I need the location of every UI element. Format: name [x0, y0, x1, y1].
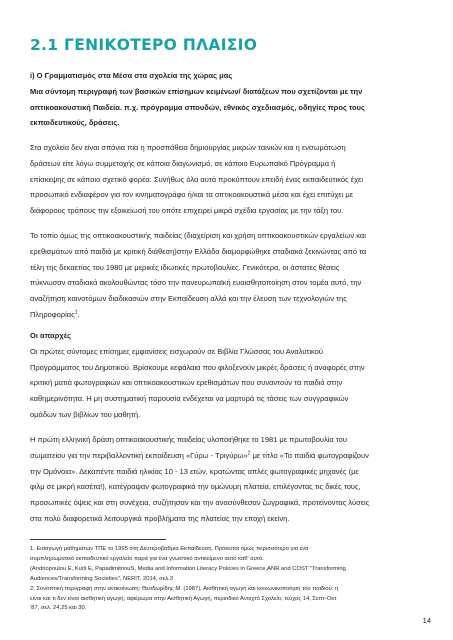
- text-line: διάφορους τρόπους την εξοικείωσή του οπότε επιχειρεί μικρά σχέδια εργασίας με την τάξη του.: [30, 206, 344, 216]
- intro-line: εκπαιδευτικούς, δράσεις.: [30, 118, 120, 128]
- text-line: προσωπικό ενδιαφέρον για τον κινηματογράφο ή/και τα οπτικοακουστικά μέσα και έχει επιτύχει με: [30, 190, 354, 200]
- text-line: Το τοπίο όμως της οπτικοακουστικής παιδείας (διαχείριση και χρήση οπτικοακουστικών εργαλείων και: [30, 231, 366, 240]
- text-line: επίσκεψης σε κάποιο σχετικό φορέα. Συνήθως όλα αυτά προκύπτουν επειδή ένας εκπαιδευτικός έχει: [30, 174, 364, 184]
- footnote-line: είναι και τι δεν είναι αισθητική αγωγή, αφιέρωμα στην Αισθητική Αγωγή, περιοδικό Ανοιχτό Σχολείο, τεύχος 14, Σεπτ-Οκτ: [30, 595, 337, 602]
- text-line: πύκνωσαν σταδιακά ακολουθώντας τόσο την πανευρωπαϊκή ευαισθητοποίηση στον τομέα αυτό, την: [30, 278, 362, 288]
- intro-block: [30, 68, 428, 131]
- intro-line: οπτικοακουστική Παιδεία. π.χ. πρόγραμμα σπουδών, εθνικός σχεδιασμός, οδηγίες προς τους: [30, 102, 365, 112]
- footnotes: [30, 545, 428, 614]
- footnote-ref-1: 1: [74, 309, 78, 316]
- footnote-line: 2. Συνοπτική περιγραφή στην ανακοίνωση: Θεοδωρίδης Μ. (1987), Αισθητική αγωγή και κοινωνικοποίηση του παιδιού: η: [30, 585, 339, 592]
- footnote-line: 1. Εισαγωγή μαθημάτων ΤΠΕ το 1995 στη Δευτεροβάθμια Εκπαίδευση. Πρόκειται όμως περισσότερο για ένα: [30, 546, 309, 552]
- text-line: φιλμ σε μικρή κασέτα!), κατέγραψαν φωτογραφικά την ομώνυμη πλατεία, επιλέγοντας τις δικές τους,: [30, 482, 361, 492]
- text-line: Οι πρώτες σύντομες επίσημες εμφανίσεις εισχωρούν σε Βιβλία Γλώσσας του Αναλυτικού: [30, 346, 323, 356]
- text-line: δράσεων είτε λόγω συμμετοχής σε κάποια διαγωνισμό, σε κάποιο Ευρωπαϊκό Πρόγραμμα ή: [30, 158, 336, 168]
- footnote-line: '87, σελ. 24,25 και 30.: [30, 605, 87, 612]
- text-line: Προγράμματος του Δημοτικού. Βρίσκουμε κεφάλαια που φιλοξενούν μικρές δράσεις ή αναφορές στην: [30, 362, 365, 372]
- footnote-line: Audiences/Transforming Societies", NERIT, 2014, σελ.3: [30, 575, 174, 582]
- text-line: ερεθισμάτων από παιδιά με κριτική διάθεση)στην Ελλάδα διαμορφώθηκε σταδιακά ξεκινώντας από τα: [30, 246, 367, 256]
- text-span: σωματείου για την περιβαλλοντική εκπαίδευση «Γύρω - Τριγύρω»: [30, 450, 248, 460]
- text-span: .: [77, 309, 80, 319]
- paragraph-4: [30, 432, 428, 527]
- page-number: 14: [422, 616, 431, 625]
- section-title: 2.1 ΓΕΝΙΚΟΤΕΡΟ ΠΛΑΙΣΙΟ: [30, 36, 258, 54]
- text-line: στα πολύ διαφορετικά λειτουργικά προβλήματα της πλατείας την εποχή εκείνη.: [30, 513, 290, 523]
- text-line: την Ομόνοια». Δεκαπέντε παιδιά ηλικίας 10 - 13 ετών, κρατώντας απλές φωτογραφικές μηχανές (με: [30, 466, 359, 476]
- subsection-heading: i) Ο Γραμματισμός στα Μέσα στα σχολεία της χώρας μας: [30, 71, 233, 80]
- subsection-heading: Οι απαρχές: [30, 331, 71, 340]
- intro-line: Μια σύντομη περιγραφή των βασικών επίσημων κειμένων/ διατάξεων που σχετίζονται με την: [30, 86, 363, 96]
- text-line: Στα σχολεία δεν είναι σπάνια πια η προσπάθεια δημιουργίας μικρών ταινιών και η ενσωμάτωση: [30, 143, 346, 152]
- text-line: [30, 307, 428, 323]
- paragraph-2: [30, 228, 428, 323]
- text-line: Η πρώτη ελληνική δράση οπτικοακουστικής παιδείας υλοποιήθηκε το 1981 με πρωτοβουλία του: [30, 435, 347, 444]
- text-line: [30, 448, 428, 464]
- text-line: αναζήτηση καινοτόμων διαδικασιών στην Εκπαίδευση αλλά και την έλευση των τεχνολογιών της: [30, 294, 347, 304]
- footnote-line: συμπληρωματικό εκπαιδευτικό εργαλείο παρά για ένα γνωστικό αντικείμενο αυτό καθ' αυτό.: [30, 555, 264, 562]
- footnote-divider: [30, 539, 166, 540]
- text-line: καθημερινότητα. Η μη συστηματική παρουσία ενδέχεται να μαρτυρά τις τάσεις των συγγραφικών: [30, 394, 349, 404]
- text-span: Πληροφορίας: [30, 309, 75, 319]
- paragraph-3: [30, 328, 428, 423]
- text-line: τέλη της δεκαετίας του 1980 με μερικές ιδιωτικές πρωτοβουλίες. Γενικότερα, οι άστατες θέσεις: [30, 262, 340, 272]
- footnote-ref-2: 2: [247, 450, 251, 457]
- text-line: κριτική ματιά φωτογραφιών και οπτικοακουστικών ερεθισμάτων που συναντούν τα παιδιά στην: [30, 378, 343, 388]
- paragraph-1: [30, 140, 428, 219]
- text-span: με τίτλο «Τα παιδιά φωτογραφίζουν: [250, 450, 369, 460]
- text-line: ομάδων των βιβλίων του μαθητή.: [30, 409, 141, 419]
- text-line: προσωπικές όψεις και στη συνέχεια, συζήτησαν και την ανασύνθεσαν ζωγραφικά, προτείνοντας λύσεις: [30, 498, 370, 508]
- footnote-line: (Andriopoulou E, Kurli E, PapadimitriouS, Media and Information Literacy Policies in Greece,ANR and COST "Transforming: [30, 565, 346, 572]
